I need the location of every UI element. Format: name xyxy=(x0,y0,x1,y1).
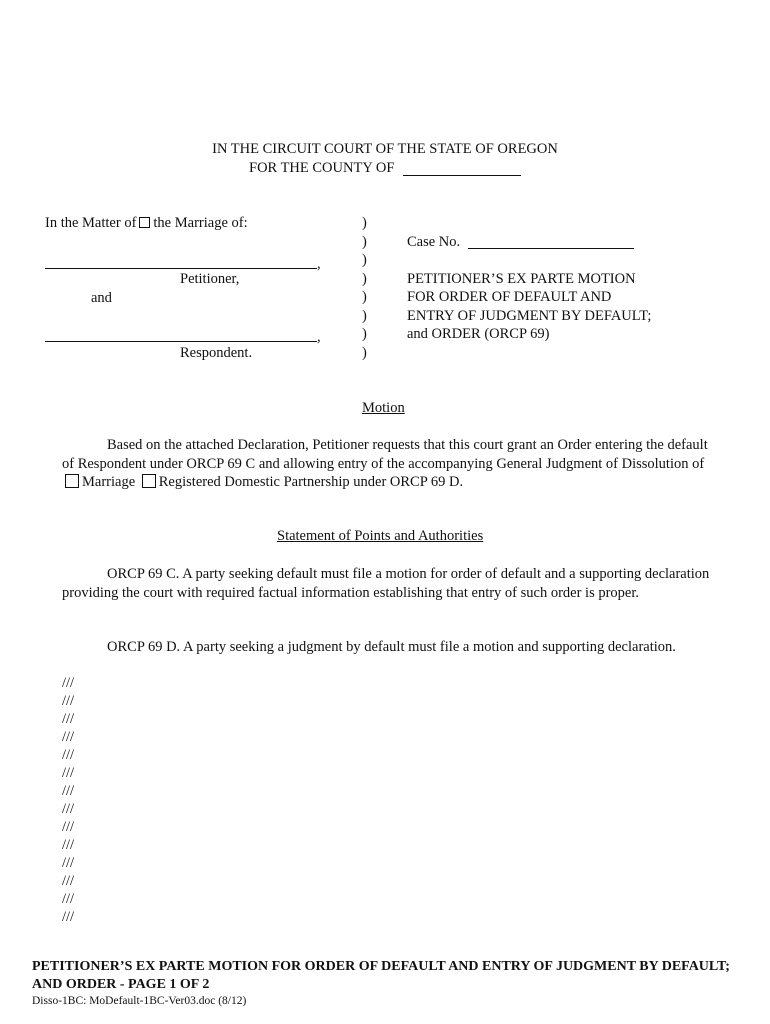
footer-title: PETITIONER’S EX PARTE MOTION FOR ORDER OF DEFAULT AND ENTRY OF JUDGMENT BY DEFAULT; AND ORDER - PAGE 1 OF 2 xyxy=(32,959,730,992)
caption-paren: ) xyxy=(362,345,367,361)
case-no-line[interactable] xyxy=(468,248,634,249)
caption-paren: ) xyxy=(362,215,367,231)
continuation-mark: /// xyxy=(62,909,75,925)
continuation-mark: /// xyxy=(62,891,75,907)
and-label: and xyxy=(91,290,112,306)
continuation-mark: /// xyxy=(62,783,75,799)
document-title-line-2: FOR ORDER OF DEFAULT AND xyxy=(407,289,612,305)
continuation-mark: /// xyxy=(62,729,75,745)
marriage-checkbox[interactable] xyxy=(65,474,79,488)
continuation-mark: /// xyxy=(62,837,75,853)
respondent-name-line[interactable] xyxy=(45,341,317,342)
petitioner-name-line[interactable] xyxy=(45,268,317,269)
petitioner-comma: , xyxy=(317,256,321,272)
marriage-checkbox-caption[interactable] xyxy=(139,217,150,228)
continuation-mark: /// xyxy=(62,675,75,691)
domestic-partnership-checkbox[interactable] xyxy=(142,474,156,488)
caption-paren: ) xyxy=(362,326,367,342)
county-blank-line[interactable] xyxy=(403,175,521,176)
continuation-mark: /// xyxy=(62,747,75,763)
matter-line: In the Matter of the Marriage of: xyxy=(45,215,248,231)
authorities-paragraph-2: ORCP 69 D. A party seeking a judgment by default must file a motion and supporting declaration. xyxy=(107,639,676,655)
caption-paren: ) xyxy=(362,308,367,324)
court-heading: IN THE CIRCUIT COURT OF THE STATE OF OREGON xyxy=(212,141,558,157)
petitioner-label: Petitioner, xyxy=(180,271,240,287)
respondent-label: Respondent. xyxy=(180,345,253,361)
motion-heading: Motion xyxy=(362,400,405,416)
caption-paren: ) xyxy=(362,234,367,250)
footer-form-code: Disso-1BC: MoDefault-1BC-Ver03.doc (8/12) xyxy=(32,995,247,1007)
continuation-mark: /// xyxy=(62,765,75,781)
county-heading: FOR THE COUNTY OF xyxy=(249,160,395,176)
case-no-label: Case No. xyxy=(407,234,461,250)
caption-paren: ) xyxy=(362,271,367,287)
caption-paren: ) xyxy=(362,252,367,268)
authorities-paragraph-1: ORCP 69 C. A party seeking default must file a motion for order of default and a supporting declaration providing the court with required factual information establishing that entry of such order is proper. xyxy=(62,566,710,601)
document-title-line-1: PETITIONER’S EX PARTE MOTION xyxy=(407,271,636,287)
continuation-mark: /// xyxy=(62,855,75,871)
caption-paren: ) xyxy=(362,289,367,305)
authorities-heading: Statement of Points and Authorities xyxy=(277,528,484,544)
continuation-mark: /// xyxy=(62,711,75,727)
document-title-line-4: and ORDER (ORCP 69) xyxy=(407,326,550,342)
motion-paragraph: Based on the attached Declaration, Petitioner requests that this court grant an Order entering the default of Respondent under ORCP 69 C and allowing entry of the accompanying General Judgment of Dissolution of Marriage Registered Domestic Partnership under ORCP 69 D. xyxy=(62,437,708,490)
document-title-line-3: ENTRY OF JUDGMENT BY DEFAULT; xyxy=(407,308,652,324)
continuation-mark: /// xyxy=(62,873,75,889)
respondent-comma: , xyxy=(317,329,321,345)
continuation-mark: /// xyxy=(62,801,75,817)
continuation-mark: /// xyxy=(62,693,75,709)
continuation-mark: /// xyxy=(62,819,75,835)
